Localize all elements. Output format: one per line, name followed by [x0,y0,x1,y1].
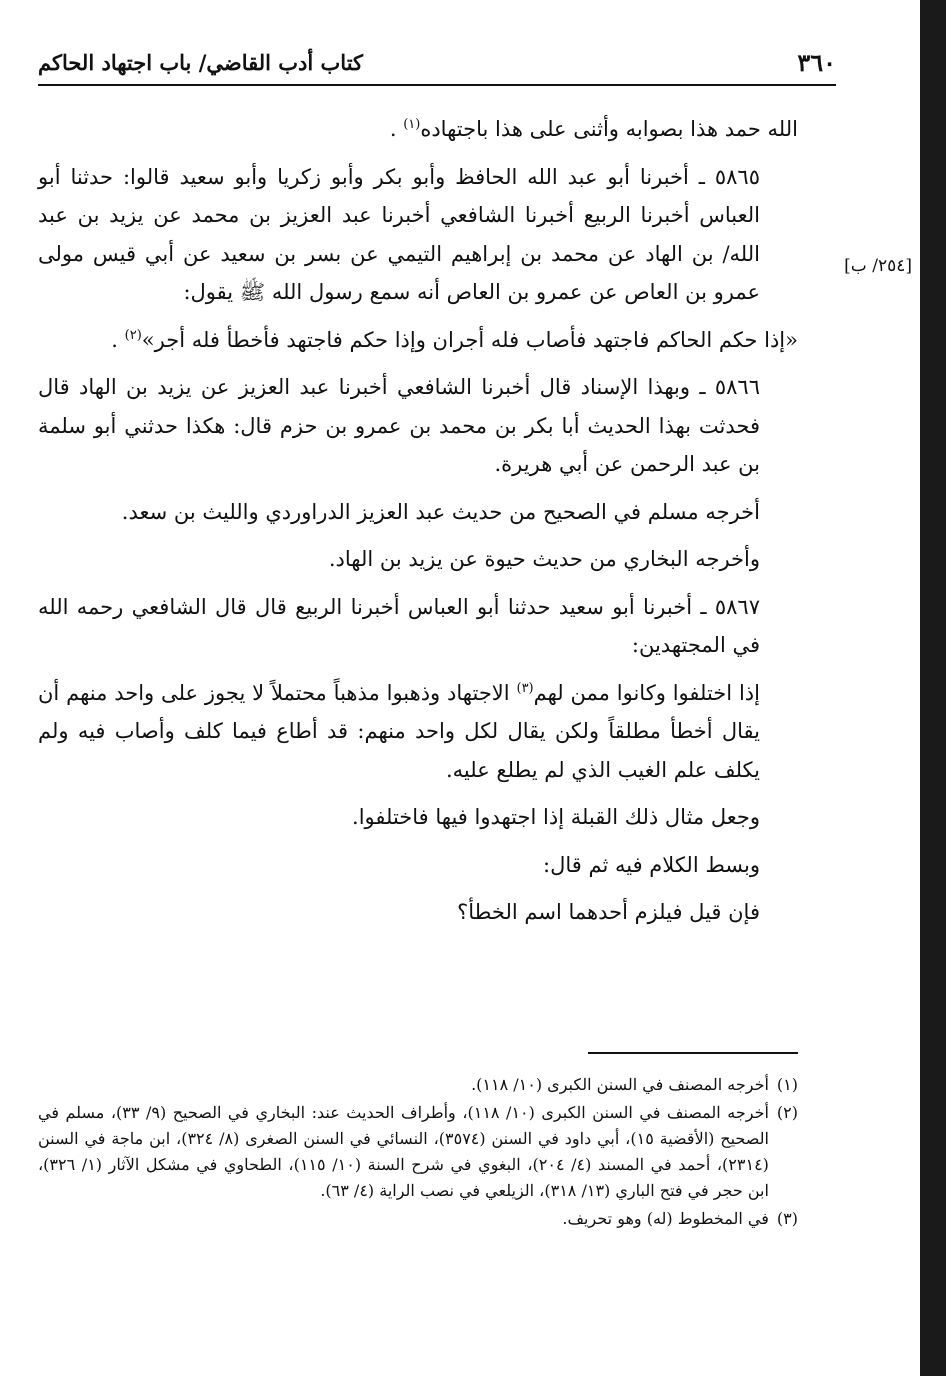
footnote-text: أخرجه المصنف في السنن الكبرى (١٠/ ١١٨)، وأطراف الحديث عند: البخاري في الصحيح (٩/ ٣٣)، مسلم في الصحيح (الأقضية ١٥)، أبي داود في السنن (٣٥٧٤)، النسائي في السنن الصغرى (٨/ ٣٢٤)، ابن ماجة في السنن (٢٣١٤)، أحمد في المسند (٤/ ٢٠٤)، البغوي في شرح السنة (١٠/ ١١٥)، الطحاوي في مشكل الآثار (١/ ٣٢٦)، ابن حجر في فتح الباري (١٣/ ٣١٨)، الزيلعي في نصب الراية (٤/ ٦٣). [38,1103,769,1200]
footnote-number: (٢) [776,1103,798,1122]
hadith-5865: ٥٨٦٥ ـ أخبرنا أبو عبد الله الحافظ وأبو بكر وأبو زكريا وأبو سعيد قالوا: حدثنا أبو العباس أخبرنا الربيع أخبرنا الشافعي أخبرنا عبد العزيز بن محمد عن يزيد بن عبد الله/ بن الهاد عن محمد بن إبراهيم التيمي عن بسر بن سعيد عن أبي قيس مولى عمرو بن العاص عن عمرو بن العاص أنه سمع رسول الله ﷺ يقول: [38,164,760,304]
paragraph: فإن قيل فيلزم أحدهما اسم الخطأ؟ [457,900,760,924]
footnote-number: (١) [776,1075,798,1094]
paragraph: الله حمد هذا بصوابه وأثنى على هذا باجتهاده$^{(١)}$ . [389,117,798,141]
paragraph: إذا اختلفوا وكانوا ممن لهم$^{(٣)}$ الاجتهاد وذهبوا مذهباً محتملاً لا يجوز على واحد منهم أن يقال أخطأ مطلقاً ولكن يقال لكل واحد منهم: قد أطاع فيما كلف وأصاب فيه ولم يكلف علم الغيب الذي لم يطلع عليه. [38,680,760,782]
footnote-2 [38,1100,798,1204]
footnote-text: في المخطوط (له) وهو تحريف. [562,1209,769,1228]
paragraph: وأخرجه البخاري من حديث حيوة عن يزيد بن الهاد. [328,547,760,571]
footnote-1 [38,1072,798,1098]
hadith-5867: ٥٨٦٧ ـ أخبرنا أبو سعيد حدثنا أبو العباس أخبرنا الربيع قال قال الشافعي رحمه الله في المجتهدين: [38,594,760,657]
hadith-quote: «إذا حكم الحاكم فاجتهد فأصاب فله أجران وإذا حكم فاجتهد فأخطأ فله أجر»$^{(٢)}$ . [111,327,798,352]
footnote-divider [588,1052,798,1054]
footnotes [38,1072,798,1234]
paragraph: وبسط الكلام فيه ثم قال: [543,852,760,877]
footnote-number: (٣) [776,1209,798,1228]
footnote-text: أخرجه المصنف في السنن الكبرى (١٠/ ١١٨). [471,1075,769,1094]
page-header [38,40,836,86]
paragraph: أخرجه مسلم في الصحيح من حديث عبد العزيز الدراوردي والليث بن سعد. [121,499,760,524]
footnote-reference[interactable]: (٣) [516,680,534,696]
footnote-3 [38,1206,798,1232]
manuscript-folio-marker: [٢٥٤/ ب] [844,256,912,276]
hadith-5866: ٥٨٦٦ ـ وبهذا الإسناد قال أخبرنا الشافعي أخبرنا عبد العزيز عن يزيد بن الهاد قال فحدثت بهذا الحديث أبا بكر بن محمد بن عمرو بن حزم قال: هكذا حدثني أبو سلمة بن عبد الرحمن عن أبي هريرة. [38,375,760,476]
footnote-reference[interactable]: (٢) [124,327,142,343]
footnote-reference[interactable]: (١) [403,117,421,132]
page-number: ٣٦٠ [797,48,836,77]
running-title: كتاب أدب القاضي/ باب اجتهاد الحاكم [38,50,364,75]
main-text [38,110,798,941]
paragraph: وجعل مثال ذلك القبلة إذا اجتهدوا فيها فاختلفوا. [352,805,760,829]
page-edge-shadow [920,0,946,1376]
